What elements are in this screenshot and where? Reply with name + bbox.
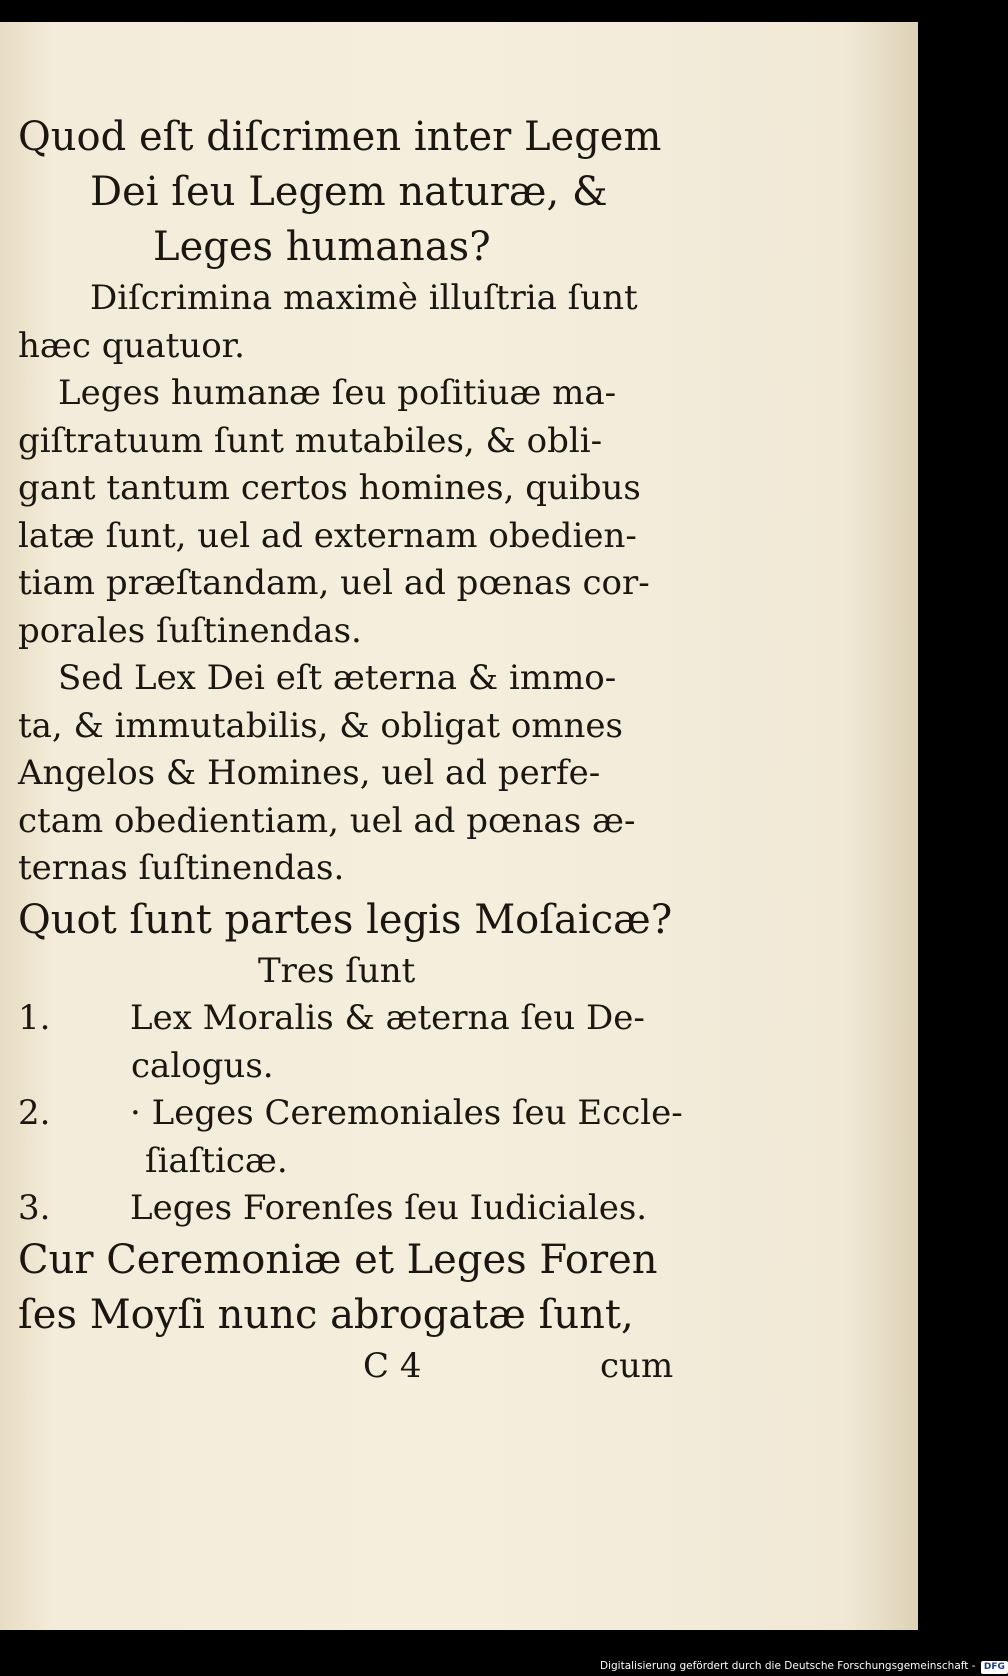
numbered-list: [18, 995, 683, 1233]
text-line: giſtratuum ſunt mutabiles, & obli-: [18, 420, 603, 461]
closing-line: ſes Moyſi nunc abrogatæ ſunt,: [18, 1291, 634, 1338]
list-continuation: calogus.: [131, 1045, 274, 1086]
list-item: [18, 995, 678, 1043]
text-line: Dei ſeu Legem naturæ, &: [90, 169, 608, 215]
funding-text: Digitalisierung gefördert durch die Deutsche Forschungsgemeinschaft -: [600, 1660, 976, 1672]
text-block-lower: [18, 1233, 678, 1343]
list-text: · Leges Ceremoniales ſeu Eccle-: [130, 1093, 683, 1133]
text-line: Leges humanæ ſeu poſitiuæ ma-: [58, 373, 617, 413]
dfg-logo: DFG: [981, 1661, 1008, 1674]
signature-row: [18, 1343, 678, 1393]
signature-mark: C 4: [363, 1345, 422, 1386]
list-item: [18, 1090, 683, 1138]
closing-line: Cur Ceremoniæ et Leges Foren: [18, 1236, 658, 1283]
text-line: ta, & immutabilis, & obligat omnes: [18, 705, 623, 746]
text-line: Angelos & Homines, uel ad perfe-: [18, 753, 601, 793]
page-edge-shadow: [918, 22, 958, 1630]
text-line: Diſcrimina maximè illuſtria ſunt: [90, 278, 638, 318]
text-line: ternas ſuſtinendas.: [18, 848, 345, 888]
list-number: 1.: [18, 998, 51, 1038]
text-line: Tres ſunt: [258, 950, 416, 991]
text-line: hæc quatuor.: [18, 325, 245, 366]
text-line: gant tantum certos homines, quibus: [18, 468, 641, 508]
text-block-upper: [18, 110, 678, 995]
text-line: ctam obedientiam, uel ad pœnas æ-: [18, 800, 636, 841]
list-item: [18, 1185, 678, 1233]
list-continuation: ſiaſticæ.: [145, 1140, 288, 1181]
text-line: Leges humanas?: [153, 224, 491, 270]
list-text: Lex Moralis & æterna ſeu De-: [130, 998, 645, 1038]
list-text: Leges Forenſes ſeu Iudiciales.: [130, 1188, 648, 1228]
text-line: Quot ſunt partes legis Moſaicæ?: [18, 896, 673, 943]
text-line: tiam præſtandam, uel ad pœnas cor-: [18, 563, 650, 603]
funding-footer: [600, 1656, 1005, 1676]
text-line: latæ ſunt, uel ad externam obedien-: [18, 515, 637, 556]
page-text: [18, 110, 683, 1393]
text-line: Sed Lex Dei eſt æterna & immo-: [58, 658, 617, 698]
list-number: 2.: [18, 1093, 51, 1133]
text-line: Quod eſt diſcrimen inter Legem: [18, 114, 662, 160]
list-number: 3.: [18, 1188, 51, 1228]
text-line: porales ſuſtinendas.: [18, 610, 362, 651]
catchword: cum: [600, 1345, 674, 1386]
